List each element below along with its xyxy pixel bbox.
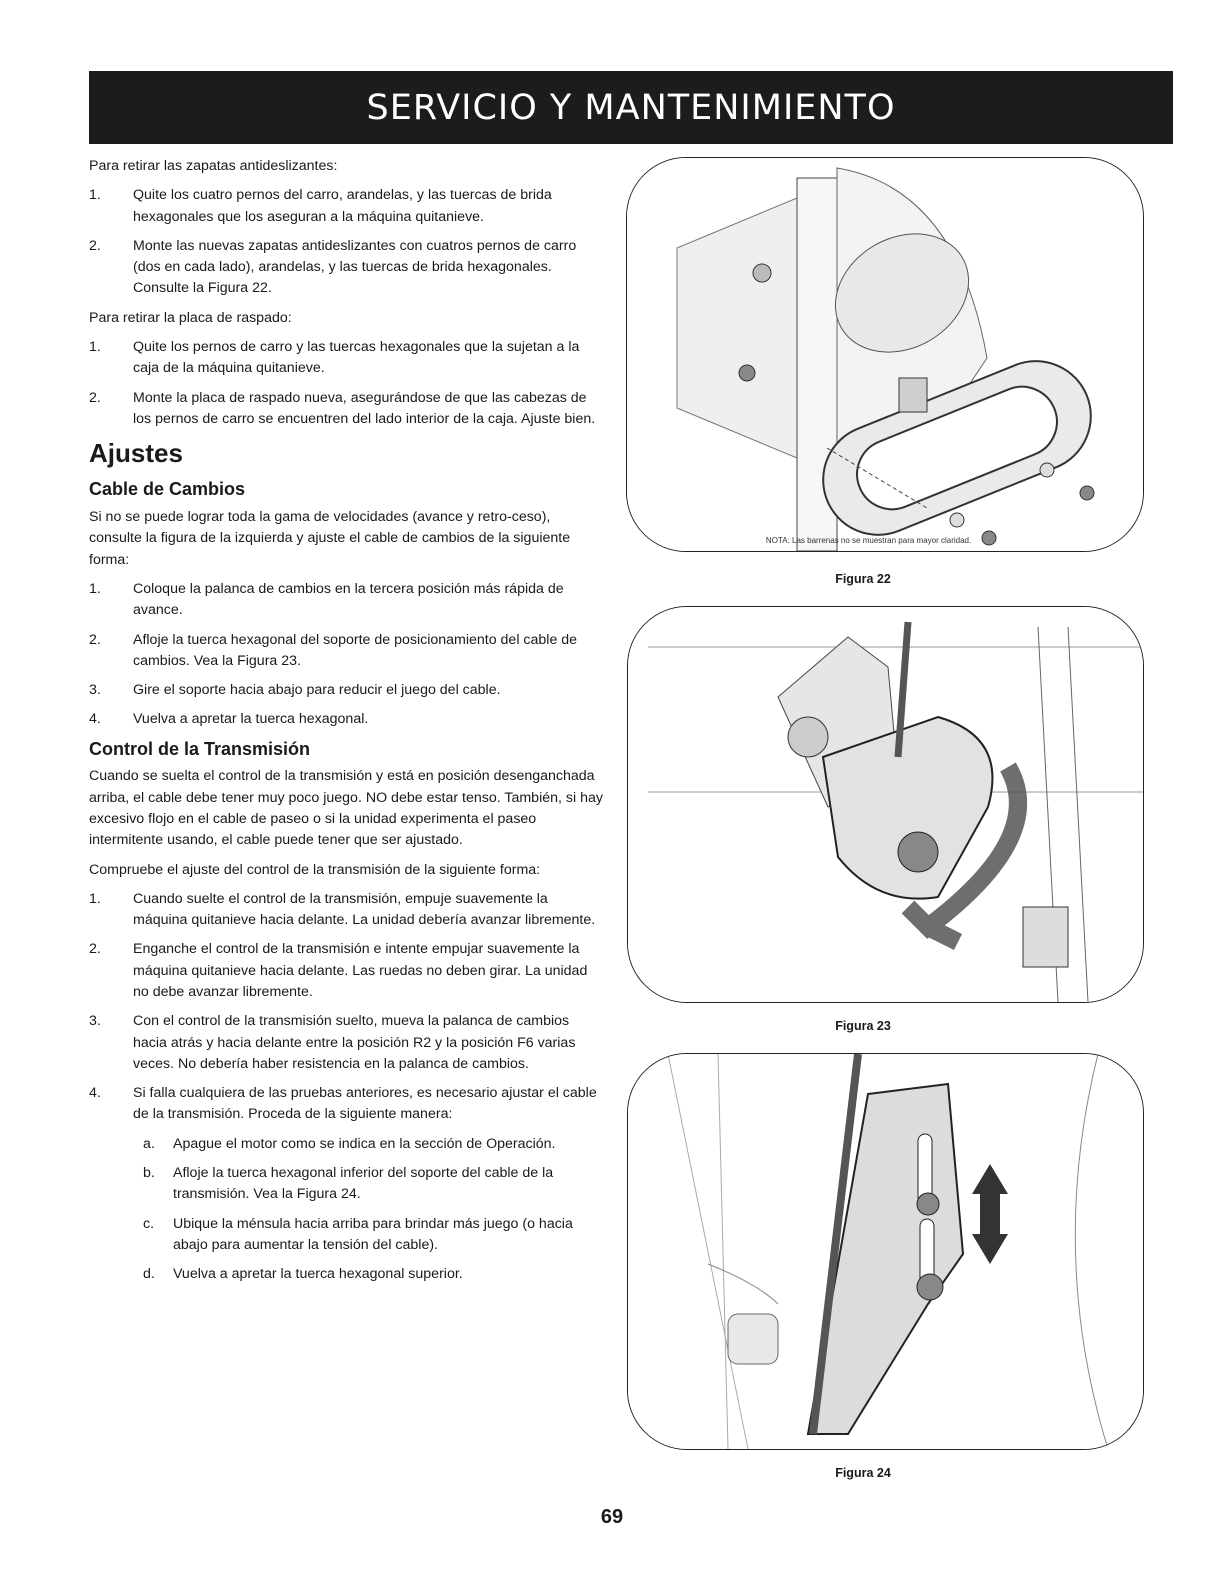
list-item: 2. Monte la placa de raspado nueva, asegurándose de que las cabezas de los pernos de carro se encuentren del lado interior de la caja. Ajuste bien. (89, 389, 596, 427)
figure-22-note: NOTA: Las barrenas no se muestran para mayor claridad. (765, 536, 972, 545)
list-item: 1. Coloque la palanca de cambios en la tercera posición más rápida de avance. (89, 580, 564, 619)
figure-23-caption: Figura 23 (835, 1019, 891, 1033)
intro-skid: Para retirar las zapatas antideslizantes: (89, 158, 338, 174)
list-item: 2. Afloje la tuerca hexagonal del soporte de posicionamiento del cable de cambios. Vea la Figura 23. (89, 631, 578, 669)
list-item: 1. Cuando suelte el control de la transmisión, empuje suavemente la máquina quitanieve hacia delante. La unidad debería avanzar libremente. (89, 890, 596, 929)
list-item: 3. Con el control de la transmisión suelto, mueva la palanca de cambios hacia atrás y hacia delante entre la posición R2 y la posición F6 varias veces. No debería haber resistencia en la palanca de cambios. (89, 1013, 576, 1072)
drive-intro: Cuando se suelta el control de la transmisión y está en posición desenganchada arriba, el cable debe tener muy poco juego. NO debe estar tenso. También, si hay excesivo flojo en el cable de paseo o si la unidad experimenta el paseo intermitente usando, el cable puede tener que ser ajustado. (89, 768, 603, 849)
subsection-heading: Control de la Transmisión (89, 738, 311, 759)
page-number: 69 (600, 1506, 624, 1528)
intro-scraper: Para retirar la placa de raspado: (89, 309, 292, 326)
figure-22-caption: Figura 22 (835, 572, 891, 586)
shift-intro: Si no se puede lograr toda la gama de velocidades (avance y retro-ceso), consulte la figura de la izquierda y ajuste el cable de cambios de la siguiente forma: (89, 509, 571, 568)
list-item: b. Afloje la tuerca hexagonal inferior del soporte del cable de la transmisión. Vea la Figura 24. (143, 1165, 554, 1203)
figure-24-illustration (627, 1053, 1144, 1450)
figure-23-illustration (627, 606, 1144, 1003)
text-column (89, 156, 604, 1294)
section-heading: Ajustes (89, 438, 183, 469)
list-item: 4. Vuelva a apretar la tuerca hexagonal. (89, 711, 369, 728)
list-item: 2. Monte las nuevas zapatas antideslizantes con cuatros pernos de carro (dos en cada lado), arandelas, y las tuercas de brida hexagonales. Consulte la Figura 22. (89, 237, 577, 297)
shift-cable-bracket-drawing (628, 607, 1143, 1002)
section-banner (89, 71, 1173, 144)
page-title: SERVICIO Y MANTENIMIENTO (366, 87, 896, 128)
drive-check: Compruebe el ajuste del control de la transmisión de la siguiente forma: (89, 861, 541, 878)
subsection-heading: Cable de Cambios (89, 479, 246, 500)
list-item: c. Ubique la ménsula hacia arriba para brindar más juego (o hacia abajo para aumentar la tensión del cable). (143, 1215, 573, 1253)
list-item: 3. Gire el soporte hacia abajo para reducir el juego del cable. (89, 682, 501, 699)
list-item: 4. Si falla cualquiera de las pruebas anteriores, es necesario ajustar el cable de la transmisión. Proceda de la siguiente manera: (89, 1085, 597, 1123)
skid-shoe-drawing (627, 158, 1143, 551)
list-item: 1. Quite los cuatro pernos del carro, arandelas, y las tuercas de brida hexagonales que los aseguran a la máquina quitanieve. (89, 187, 552, 225)
list-item: 1. Quite los pernos de carro y las tuercas hexagonales que la sujetan a la caja de la máquina quitanieve. (89, 339, 580, 377)
list-item: 2. Enganche el control de la transmisión e intente empujar suavemente la máquina quitanieve hacia delante. Las ruedas no deben girar. La unidad no debe avanzar libremente. (89, 941, 588, 1000)
drive-cable-bracket-drawing (628, 1054, 1143, 1449)
figure-22-illustration (626, 157, 1144, 552)
list-item: a. Apague el motor como se indica en la sección de Operación. (143, 1135, 556, 1152)
list-item: d. Vuelva a apretar la tuerca hexagonal superior. (143, 1266, 463, 1283)
figure-24-caption: Figura 24 (835, 1466, 891, 1480)
